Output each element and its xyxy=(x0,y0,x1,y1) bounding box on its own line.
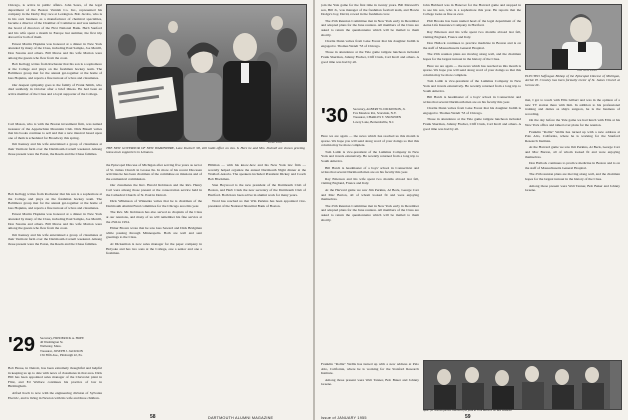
paragraph: Tom Lamb is vice-president of the Lummus Company in New York and travels extensively. He recently returned from a long trip to South America. xyxy=(321,149,419,163)
secretary-name: Secretary, ALBERT W. DICKINSON, Jr. xyxy=(353,107,406,111)
photo-caption: THE NEW GOVERNOR OF NEW HAMPSHIRE, Lane Dwinell '28, still holds office on Jan. 6. Here he and Mrs. Dwinell are shown greeting home-town supporters in Lebanon. xyxy=(106,146,305,155)
group-photo-illustration xyxy=(424,361,621,409)
paragraph: Word has reached us that Win Perkins has been appointed vice-president of the National Shawmut Bank of Boston. xyxy=(208,199,306,208)
paragraph: Don Hallock continues to practice medicine in Boston and is on the staff of Massachusetts General Hospital. xyxy=(423,41,521,50)
bishop-photo xyxy=(525,4,622,70)
paragraph: Tom Lamb is vice-president of the Lummus Company in New York and travels extensively. He recently returned from a long trip to South America. xyxy=(423,79,521,93)
magazine-title-footer: DARTMOUTH ALUMNI MAGAZINE xyxy=(208,416,274,420)
right-column-3 xyxy=(423,3,521,358)
right-page xyxy=(315,0,628,420)
paragraph: Charlie Dunn writes from Lake Forest that his daughter Judith is engaged to Thomas Wendt '53 of Chicago. xyxy=(423,106,521,115)
crowd-photo-illustration xyxy=(107,5,306,141)
paragraph: Hillman — with his know-how and his New York law firm — recently helped organize the annual Dartmouth Night dinner at the Waldorf-Astoria. The speakers included President Dickey and Coach Bob Blackman. xyxy=(208,163,306,181)
paragraph: Those in attendance at the Yale game tailgate luncheon included Frank Sherman, Johnny Fischer, Cliff Clark, Carl Kroll and others. A good time was had by all. xyxy=(321,50,419,64)
reunion-photo-caption: Apart for reunion parties reached a full peak at Fred Mellen's on Yale weekend xyxy=(423,409,512,412)
paragraph: join the Yale game for the first time in twenty years. Bill Maxwell's son, Bill Jr., was manager of the freshman football team, and Howie Dodge's boy, David, rowed in the freshman crew. xyxy=(321,3,419,17)
left-column-3 xyxy=(106,163,202,407)
paragraph: Carl Mason, who is with the Boston investment firm, was named treasurer of the Appalachian Mountain Club. Dick Bissell writes that his books continue to sell and that a new musical based upon one of them is scheduled for Broadway this spring. xyxy=(8,122,102,140)
paragraph: the Episcopal Diocese of Michigan after serving five years as rector of St. James Church in Grosse Ile. In more of his recent Diocesan activities he has been chairman of the committee on missions and of the ecumenical commission. xyxy=(106,163,202,181)
secretary-name: Secretary, FREDERICK A. HOPE xyxy=(40,336,84,340)
left-column-2 xyxy=(8,122,102,188)
paragraph: Ray Emerson and his wife spent two months abroad last fall, visiting England, France and Italy. xyxy=(423,29,521,39)
paragraph: Our deepest sympathy goes to the family of Frank Smith, who died suddenly in October after a brief illness. He had been an active member of the Class and a loyal supporter of the College. xyxy=(8,82,102,96)
secretary-address: 40 Washington St. xyxy=(40,340,64,345)
photo-credit: Parker Photo xyxy=(268,141,283,144)
paragraph: Ernest Martin Hopkins was honored at a dinner in New York attended by many of the Class, including Paul Sample, Joe Merrill, Don Stearns and others. Bill Morse and his wife Marion were among the guests who flew from the coast. xyxy=(8,212,102,231)
right-column-5 xyxy=(321,362,419,408)
paragraph: Among those present were Walt Tanner, Bob Baker and Johnny Greene. xyxy=(321,377,419,387)
photo-caption: ELECTED Suffragan Bishop of the Episcopal Diocese of Michigan, Archie H. Crowley has been formally rector of St. James Church at Grosse Ile. xyxy=(525,74,620,87)
left-page xyxy=(0,0,313,420)
paragraph: Bob Kellogg writes from Rochester that his son is a sophomore at the College and plays on the freshman hockey team. The Baltimore group met for the annual get-together at the home of Gus Hopkins, and reports a fine turnout of wives and classmates. xyxy=(8,192,102,210)
paragraph: Bob Kellogg writes from Rochester that his son is a sophomore at the College and plays on the freshman hockey team. The Baltimore group met for the annual get-together at the home of Gus Hopkins, and reports a fine turnout of wives and classmates. xyxy=(8,62,102,80)
paragraph: Among those present were Walt Tanner, Bob Baker and Johnny Greene. xyxy=(525,183,620,193)
class-officers xyxy=(353,107,419,131)
paragraph: The 25th reunion plans are moving along well, and the chairman hopes for the largest turnout in the history of the Class. xyxy=(423,52,521,61)
paragraph: Al Dickerman is now sales manager for the paper company in Holyoke and has two sons at the College, one a senior and one a freshman. xyxy=(106,241,202,256)
treasurer-name: Treasurer, JOSEPH J. JACKSON xyxy=(40,348,83,353)
paragraph: At the Harvard game we saw Jim Perkins, Al Beck, George Carr and Mac Barton, all of whom looked fit and were enjoying themselves. xyxy=(525,145,620,159)
paragraph: Here we are again — the news which has reached us this month is sparse. We hope you will send along word of your doings so that this column may be more complete. xyxy=(423,63,521,77)
paragraph: John Hubbard was in Hanover for the Harvard game and stopped in to see his son, who is a sophomore this year. He reports that the College looks as fine as ever. xyxy=(423,3,521,17)
paragraph: Phil Brooks has been named head of the legal department of the Aetna Life Insurance Company in Hartford. xyxy=(423,18,521,28)
paragraph: Here we are again — the news which has reached us this month is sparse. We hope you will send along word of your doings so that this column may be more complete. xyxy=(321,134,419,148)
treasurer-address: 156 Fifth Ave., Pittsburgh 22, Pa. xyxy=(40,352,83,357)
paragraph: Ernest Martin Hopkins was honored at a dinner in New York attended by many of the Class, including Paul Sample, Joe Merrill, Don Stearns and others. Bill Morse and his wife Marion were among the guests who flew from the coast. xyxy=(8,41,102,60)
left-column-4 xyxy=(208,163,306,407)
paragraph: met, I got to touch with Ellis Gilbert and was in the opinion of a new TV station there with him. In addition to his professional training and duties as ship's surgeon, he is the business of recording. xyxy=(525,98,620,116)
paragraph: Bob Hesse, in Detroit, has been extremely thoughtful and helpful in keeping us up to date with news of classmates in that area. Dick Hill has been appointed sales manager of the Chevrolet plant in Flint, and Ed Wallace continues his practice of law in Birmingham. xyxy=(8,366,102,389)
paragraph: Stan Heywood is the new president of the Dartmouth Club of Boston, and Herb Clark the new secretary of the Dartmouth Club of Hartford. Both have been active in alumni work for many years. xyxy=(208,183,306,197)
paragraph: Ray Emerson and his wife spent two months abroad last fall, visiting England, France and Italy. xyxy=(321,176,419,186)
page-number: 59 xyxy=(465,414,471,420)
paragraph: On the day before the Yale game we had lunch with Ellis at his New York office and talked over plans for the reunion. xyxy=(525,118,620,127)
paragraph: The 25th reunion plans are moving along well, and the chairman hopes for the largest turnout in the history of the Class. xyxy=(525,172,620,181)
page-number: 58 xyxy=(150,414,156,420)
paragraph: Chicago, is active in public affairs. John Sears, of the legal department of the Boston Varnish Co. Inc., represented his company in the Derby Day race at Lexington. Bob Jacobs, who is in his own business as a manufacturer of chemical specialties, became a director of the Chamber of Commerce and was named to the board of directors of the First National Bank. Herb Sanford and his wife spent a month in Europe last summer, the first trip abroad for both of them. xyxy=(8,3,102,40)
secretary-city: Wellesley, Mass. xyxy=(40,344,62,349)
portrait-illustration xyxy=(526,5,621,69)
paragraph: The 25th Reunion Committee met in New York early in December and adopted plans for the June reunion. All members of the Class are asked to return the questionnaire which will be mailed to them shortly. xyxy=(321,203,419,222)
photo-credit: Wide World Photos xyxy=(577,69,597,72)
paragraph: Franklin "Rollie" Wellis has turned up with a new address at Palo Alto, California, where he is working for the Stanford Research Institute. xyxy=(525,129,620,143)
left-column-1 xyxy=(8,3,102,119)
paragraph: Franklin "Rollie" Wellis has turned up with a new address at Palo Alto, California, where he is working for the Stanford Research Institute. xyxy=(321,362,419,376)
paragraph: Our classmates the Rev. Harold Robinson and the Rev. Henry Carl were among those present at the consecration service held in the Cathedral Church of St. Paul in Detroit. xyxy=(106,183,202,197)
reunion-party-photo xyxy=(423,360,622,410)
paragraph: Bill Hatch is headmaster of a boys' school in Connecticut and writes that several Dartmouth men are on his faculty this year. xyxy=(423,95,521,104)
paragraph: At the Harvard game we saw Jim Perkins, Al Beck, George Carr and Mac Barton, all of whom looked fit and were enjoying themselves. xyxy=(321,187,419,202)
left-column-2b xyxy=(8,192,102,332)
paragraph: Jim Kenney and his wife entertained a group of classmates at their Vermont farm over the Dartmouth-Cornell weekend. Among those present were the Eaton, the Reeds and the Chase families. xyxy=(8,142,102,156)
paragraph: Dick Wilkinson of Winnetka writes that he is chairman of the Dartmouth Alumni Fund committee for the Chicago area this year. xyxy=(106,199,202,208)
paragraph: Jim Kenney and his wife entertained a group of classmates at their Vermont farm over the Dartmouth-Cornell weekend. Among those present were the Eaton, the Reeds and the Chase families. xyxy=(8,232,102,246)
right-column-4 xyxy=(525,98,620,358)
paragraph: The Rev. Mr. Robinson has also served as chaplain of the Class at our reunions, and many of us will remember his fine service at the 25th in 1954. xyxy=(106,210,202,224)
paragraph: Charlie Dunn writes from Lake Forest that his daughter Judith is engaged to Thomas Wendt '53 of Chicago. xyxy=(321,39,419,48)
class-officers xyxy=(40,336,102,364)
secretary-address: Fox Meadow Rd., Scarsdale, N.Y. xyxy=(353,111,397,116)
treasurer-address: Lowry Lane, Bernardsville, N.J. xyxy=(353,119,395,124)
right-column-2 xyxy=(321,134,419,358)
paragraph: Don Hallock continues to practice medicine in Boston and is on the staff of Massachusetts General Hospital. xyxy=(525,161,620,170)
paragraph: The 25th Reunion Committee met in New York early in December and adopted plans for the June reunion. All members of the Class are asked to return the questionnaire which will be mailed to them shortly. xyxy=(321,18,419,37)
paragraph: Elmer Brown wrote that he saw Gus Seward and Dick Bridgman while passing through Minneapolis. Both are well and sent greetings to the Class. xyxy=(106,226,202,240)
class-year-heading: '29 xyxy=(8,334,36,356)
paragraph: Bill Hatch is headmaster of a boys' school in Connecticut and writes that several Dartmouth men are on his faculty this year. xyxy=(321,165,419,175)
paragraph: Those in attendance at the Yale game tailgate luncheon included Frank Sherman, Johnny Fischer, Cliff Clark, Carl Kroll and others. A good time was had by all. xyxy=(423,117,521,131)
governor-photo xyxy=(106,4,307,142)
right-column-1 xyxy=(321,3,419,103)
paragraph: Alfred Koch is now with the engineering division of Sylvania Electric, and is living in Newton with his wife and three children. xyxy=(8,390,102,400)
class-year-heading: '30 xyxy=(321,105,349,127)
left-column-5 xyxy=(8,366,102,408)
treasurer-name: Treasurer, CHARLES T. SNOWDEN xyxy=(353,115,402,120)
issue-label-footer: Issue of JANUARY 1955 xyxy=(321,416,367,420)
